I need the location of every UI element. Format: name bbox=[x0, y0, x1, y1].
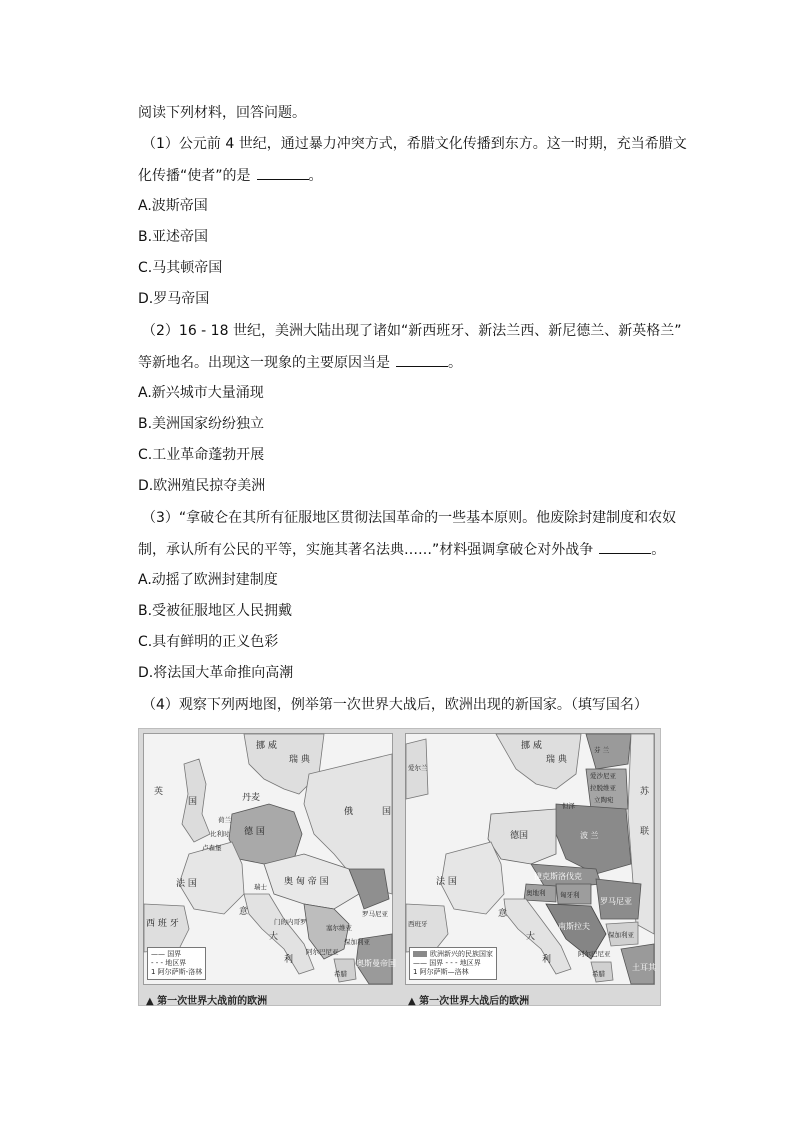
label-serbia: 塞尔维亚 bbox=[326, 924, 352, 932]
q1-answer-blank[interactable] bbox=[257, 165, 309, 180]
q2-option-c: C.工业革命蓬勃开展 bbox=[138, 447, 265, 463]
q2-option-a: A.新兴城市大量涌现 bbox=[138, 385, 264, 401]
q2-option-b: B.美洲国家纷纷独立 bbox=[138, 416, 265, 432]
label-albania-after: 阿尔巴尼亚 bbox=[578, 950, 611, 958]
q2-period: 。 bbox=[448, 355, 462, 371]
legend-border: —— 国界 bbox=[151, 950, 182, 958]
label-denmark: 丹麦 bbox=[242, 793, 261, 803]
label-spain-after: 西班牙 bbox=[408, 920, 428, 928]
label-austria: 奥 匈 帝 国 bbox=[284, 877, 329, 887]
q1-option-b: B.亚述帝国 bbox=[138, 229, 209, 245]
legend-new-states bbox=[413, 950, 493, 959]
label-romania-after: 罗马尼亚 bbox=[600, 897, 632, 906]
label-netherlands: 荷兰 bbox=[218, 816, 231, 824]
label-romania: 罗马尼亚 bbox=[362, 910, 388, 918]
label-italy3: 利 bbox=[284, 955, 294, 965]
label-albania: 阿尔巴尼亚 bbox=[306, 948, 339, 956]
label-bulgaria-after: 保加利亚 bbox=[608, 931, 634, 939]
q2-option-d: D.欧洲殖民掠夺美洲 bbox=[138, 478, 266, 494]
map-before-caption: ▲ 第一次世界大战前的欧洲 bbox=[146, 996, 268, 1007]
q2-prompt: 等新地名。出现这一现象的主要原因当是 bbox=[138, 355, 390, 371]
label-yugoslavia: 南斯拉夫 bbox=[558, 922, 590, 931]
label-finland: 芬 兰 bbox=[594, 746, 610, 754]
map-before-wwi bbox=[143, 733, 396, 1007]
label-latvia: 拉脱维亚 bbox=[590, 784, 616, 792]
q3-line1: （3）“拿破仑在其所有征服地区贯彻法国革命的一些基本原则。他废除封建制度和农奴 bbox=[142, 510, 677, 526]
europe-maps-figure bbox=[138, 728, 661, 1006]
label-soviet1: 苏 bbox=[640, 787, 650, 797]
label-turkey: 土耳其 bbox=[632, 963, 656, 972]
q2-answer-blank[interactable] bbox=[396, 352, 448, 367]
q3-option-c: C.具有鲜明的正义色彩 bbox=[138, 634, 279, 650]
label-france: 法 国 bbox=[176, 879, 197, 889]
legend-alsace: 1 阿尔萨斯-洛林 bbox=[151, 968, 203, 976]
legend-alsace-after: 1 阿尔萨斯—洛林 bbox=[413, 968, 469, 976]
label-montenegro: 门的内哥罗 bbox=[274, 918, 307, 926]
label-bulgaria: 保加利亚 bbox=[344, 938, 370, 946]
label-spain: 西 班 牙 bbox=[146, 919, 179, 929]
legend-borders-after: —— 国界 - - - 地区界 bbox=[413, 959, 481, 967]
label-austria-after: 奥地利 bbox=[526, 889, 546, 897]
q2-line2 bbox=[138, 352, 462, 373]
q2-line1: （2）16 - 18 世纪，美洲大陆出现了诸如“新西班牙、新法兰西、新尼德兰、新英格兰” bbox=[142, 323, 682, 339]
label-soviet2: 联 bbox=[640, 827, 650, 837]
q1-option-d: D.罗马帝国 bbox=[138, 291, 210, 307]
q3-prompt: 制，承认所有公民的平等，实施其著名法典……”材料强调拿破仑对外战争 bbox=[138, 542, 594, 558]
label-italy1: 意 bbox=[239, 907, 249, 917]
q3-option-b: B.受被征服地区人民拥戴 bbox=[138, 603, 293, 619]
label-lithuania: 立陶宛 bbox=[594, 796, 614, 804]
label-ottoman: 奥斯曼帝国 bbox=[356, 959, 396, 968]
label-danzig: 但泽 bbox=[562, 802, 575, 810]
q1-period: 。 bbox=[308, 168, 323, 184]
label-hungary: 匈牙利 bbox=[560, 891, 580, 899]
label-luxembourg: 卢森堡 bbox=[202, 844, 222, 852]
label-italy1-after: 意 bbox=[498, 909, 508, 919]
label-norway-after: 挪 威 bbox=[521, 741, 542, 751]
germany-shape bbox=[229, 804, 302, 864]
q1-line1: （1）公元前 4 世纪，通过暴力冲突方式，希腊文化传播到东方。这一时期，充当希腊文 bbox=[142, 136, 687, 152]
label-france-after: 法 国 bbox=[436, 877, 457, 887]
q1-option-c: C.马其顿帝国 bbox=[138, 260, 223, 276]
map-before-legend bbox=[147, 947, 206, 980]
label-italy2-after: 大 bbox=[526, 932, 536, 942]
label-germany: 德 国 bbox=[244, 827, 265, 837]
label-italy3-after: 利 bbox=[542, 955, 552, 965]
q3-option-a: A.动摇了欧洲封建制度 bbox=[138, 572, 278, 588]
label-ireland: 爱尔兰 bbox=[408, 764, 428, 772]
label-uk2: 国 bbox=[188, 797, 198, 807]
label-czech: 捷克斯洛伐克 bbox=[534, 872, 582, 881]
map-after-wwi bbox=[405, 733, 656, 1007]
label-norway: 挪 威 bbox=[256, 741, 277, 751]
q1-line2 bbox=[138, 165, 323, 186]
legend-new-states-text: 欧洲新兴的民族国家 bbox=[430, 950, 493, 958]
label-germany-after: 德国 bbox=[510, 831, 529, 841]
q4-line1: （4）观察下列两地图，例举第一次世界大战后，欧洲出现的新国家。（填写国名） bbox=[142, 697, 648, 713]
map-after-caption: ▲ 第一次世界大战后的欧洲 bbox=[408, 996, 530, 1007]
label-uk: 英 bbox=[154, 787, 164, 797]
label-sweden-after: 瑞 典 bbox=[546, 755, 567, 765]
q3-option-d: D.将法国大革命推向高潮 bbox=[138, 665, 294, 681]
legend-region-border: - - - 地区界 bbox=[151, 959, 187, 967]
q1-prompt: 化传播“使者”的是 bbox=[138, 168, 251, 184]
new-states-swatch bbox=[413, 951, 427, 957]
label-russia: 俄 bbox=[344, 807, 354, 817]
label-italy2: 大 bbox=[269, 932, 279, 942]
intro-text: 阅读下列材料，回答问题。 bbox=[138, 105, 306, 121]
map-after-legend bbox=[409, 947, 497, 980]
label-greece-after: 希腊 bbox=[592, 970, 605, 978]
label-sweden: 瑞 典 bbox=[289, 755, 310, 765]
label-poland: 波 兰 bbox=[580, 831, 599, 840]
label-russia2: 国 bbox=[382, 807, 392, 817]
q3-period: 。 bbox=[651, 542, 666, 558]
q3-answer-blank[interactable] bbox=[599, 539, 651, 554]
label-belgium: 比利时 bbox=[210, 830, 230, 838]
label-greece: 希腊 bbox=[334, 970, 347, 978]
label-estonia: 爱沙尼亚 bbox=[590, 772, 616, 780]
q3-line2 bbox=[138, 539, 665, 560]
label-swiss: 瑞士 bbox=[254, 883, 267, 891]
q1-option-a: A.波斯帝国 bbox=[138, 198, 208, 214]
